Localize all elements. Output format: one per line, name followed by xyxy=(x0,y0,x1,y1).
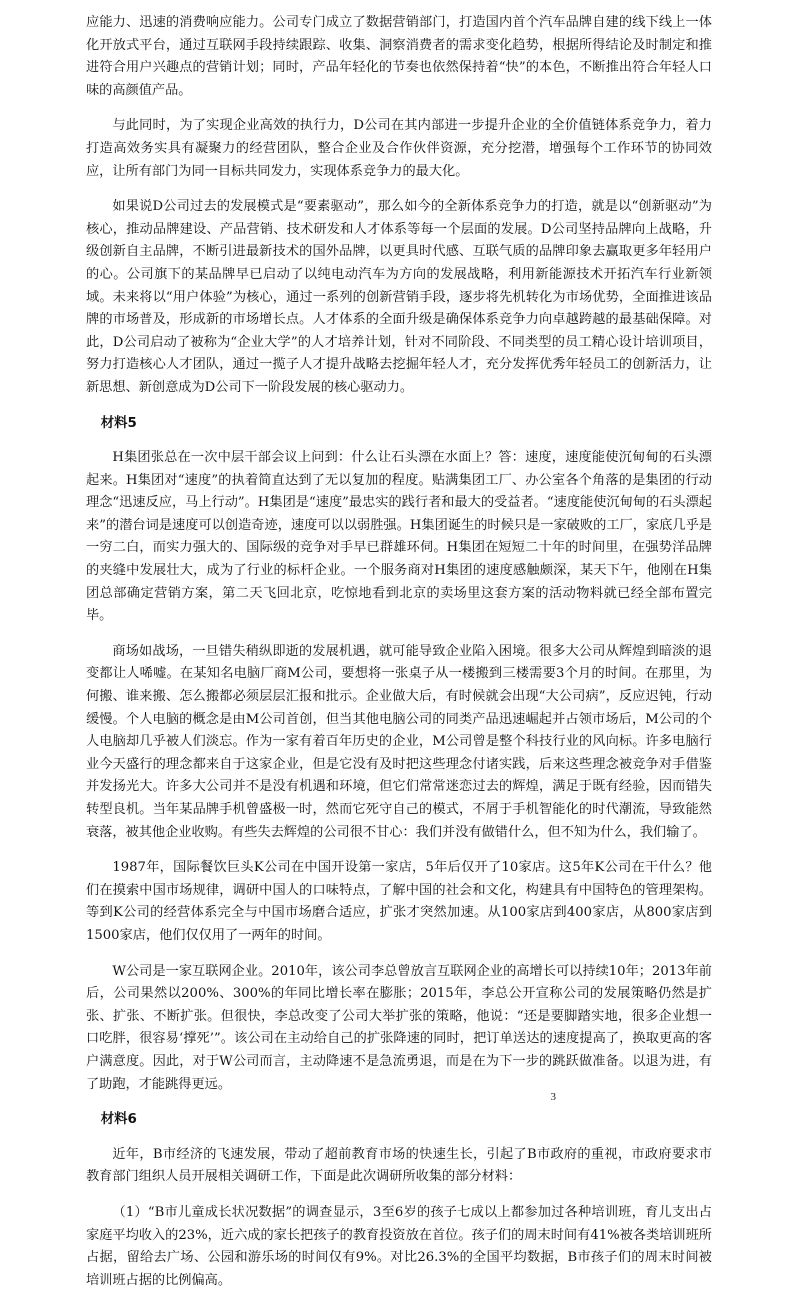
page-number: 3 xyxy=(550,1091,556,1103)
paragraph-execution: 与此同时，为了实现企业高效的执行力，D公司在其内部进一步提升企业的全价值链体系竞争力，着力打造高效务实具有凝聚力的经营团队，整合企业及合作伙伴资源，充分挖潜，增强每个工作环节的协同效应，让所有部门为同一目标共同发力，实现体系竞争力的最大化。 xyxy=(86,118,712,179)
paragraph-h-group: H集团张总在一次中层干部会议上问到：什么让石头漂在水面上？答：速度，速度能使沉甸甸的石头漂起来。H集团对“速度”的执着简直达到了无以复加的程度。贴满集团工厂、办公室各个角落的是集团的行动理念“迅速反应，马上行动”。H集团是“速度”最忠实的践行者和最大的受益者。“速度能使沉甸甸的石头漂起来”的潜台词是速度可以创造奇迹，速度可以以弱胜强。H集团诞生的时候只是一家破败的工厂，家底几乎是一穷二白，而实力强大的、国际级的竞争对手早已群雄环伺。H集团在短短二十年的时间里，在强势洋品牌的夹缝中发展壮大，成为了行业的标杆企业。一个服务商对H集团的速度感触颇深，某天下午，他刚在H集团总部确定营销方案，第二天飞回北京，吃惊地看到北京的卖场里这套方案的活动物料就已经全部布置完毕。 xyxy=(86,450,712,624)
section-title-material-6: 材料6 xyxy=(100,1112,137,1128)
paragraph-survey-data: （1）“B市儿童成长状况数据”的调查显示，3至6岁的孩子七成以上都参加过各种培训班，育儿支出占家庭平均收入的23%，近六成的家长把孩子的教育投资放在首位。孩子们的周末时间有41%被各类培训班所占据，留给去广场、公园和游乐场的时间仅有9%。对比26.3%的全国平均数据，B市孩子们的周末时间被培训班占据的比例偏高。 xyxy=(86,1204,712,1288)
paragraph-b-city: 近年，B市经济的飞速发展，带动了超前教育市场的快速生长，引起了B市政府的重视，市政府要求市教育部门组织人员开展相关调研工作，下面是此次调研所收集的部分材料： xyxy=(86,1146,712,1185)
paragraph-continuation: 应能力、迅速的消费响应能力。公司专门成立了数据营销部门，打造国内首个汽车品牌自建的线下线上一体化开放式平台，通过互联网手段持续跟踪、收集、洞察消费者的需求变化趋势，根据所得结论及时制定和推进符合用户兴趣点的营销计划；同时，产品年轻化的节奏也依然保持着“快”的本色，不断推出符合年轻人口味的高颜值产品。 xyxy=(86,15,712,98)
paragraph-w-company: W公司是一家互联网企业。2010年，该公司李总曾放言互联网企业的高增长可以持续10年；2013年前后，公司果然以200%、300%的年同比增长率在膨胀；2015年，李总公开宣称公司的发展策略仍然是扩张、扩张、不断扩张。但很快，李总改变了公司大举扩张的策略，他说：“还是要脚踏实地，很多企业想一口吃胖，很容易‘撑死’”。该公司在主动给自己的扩张降速的同时，把订单送达的速度提高了，换取更高的客户满意度。因此，对于W公司而言，主动降速不是急流勇退，而是在为下一步的跳跃做准备。以退为进，有了助跑，才能跳得更远。 xyxy=(86,963,712,1092)
section-title-material-5: 材料5 xyxy=(100,415,137,431)
paragraph-k-company: 1987年，国际餐饮巨头K公司在中国开设第一家店，5年后仅开了10家店。这5年K公司在干什么？他们在摸索中国市场规律，调研中国人的口味特点，了解中国的社会和文化，构建具有中国特色的管理架构。等到K公司的经营体系完全与中国市场磨合适应，扩张才突然加速。从100家店到400家店，从800家店到1500家店，他们仅仅用了一两年的时间。 xyxy=(86,860,712,943)
page-content xyxy=(86,12,712,1305)
paragraph-innovation: 如果说D公司过去的发展模式是“要素驱动”，那么如今的全新体系竞争力的打造，就是以“创新驱动”为核心，推动品牌建设、产品营销、技术研发和人才体系等每一个层面的发展。D公司坚持品牌向上战略，升级创新自主品牌，不断引进最新技术的国外品牌，以更具时代感、互联气质的品牌印象去赢取更多年轻用户的心。公司旗下的某品牌早已启动了以纯电动汽车为方向的发展战略，利用新能源技术开拓汽车行业新领域。未来将以“用户体验”为核心，通过一系列的创新营销手段，逐步将先机转化为市场优势，全面推进该品牌的市场普及，形成新的市场增长点。人才体系的全面升级是确保体系竞争力向卓越跨越的最基础保障。对此，D公司启动了被称为“企业大学”的人才培养计划，针对不同阶段、不同类型的员工精心设计培训项目，努力打造核心人才团队，通过一揽子人才提升战略去挖掘年轻人才，充分发挥优秀年轻员工的创新活力，让新思想、新创意成为D公司下一阶段发展的核心驱动力。 xyxy=(86,199,712,395)
paragraph-m-company: 商场如战场，一旦错失稍纵即逝的发展机遇，就可能导致企业陷入困境。很多大公司从辉煌到暗淡的退变都让人唏嘘。在某知名电脑厂商M公司，要想将一张桌子从一楼搬到三楼需要3个月的时间。在那里，为何搬、谁来搬、怎么搬都必须层层汇报和批示。企业做大后，有时候就会出现“大公司病”，反应迟钝，行动缓慢。个人电脑的概念是由M公司首创，但当其他电脑公司的同类产品迅速崛起并占领市场后，M公司的个人电脑却几乎被人们淡忘。作为一家有着百年历史的企业，M公司曾是整个科技行业的风向标。许多电脑行业今天盛行的理念都来自于这家企业，但是它没有及时把这些理念付诸实践，后来这些理念被竞争对手借鉴并发扬光大。许多大公司并不是没有机遇和环境，但它们常常迷恋过去的辉煌，满足于既有经验，因而错失转型良机。当年某品牌手机曾盛极一时，然而它死守自己的模式，不屑于手机智能化的时代潮流，导致能然衰落，被其他企业收购。有些失去辉煌的公司很不甘心：我们并没有做错什么，但不知为什么，我们输了。 xyxy=(86,643,712,840)
